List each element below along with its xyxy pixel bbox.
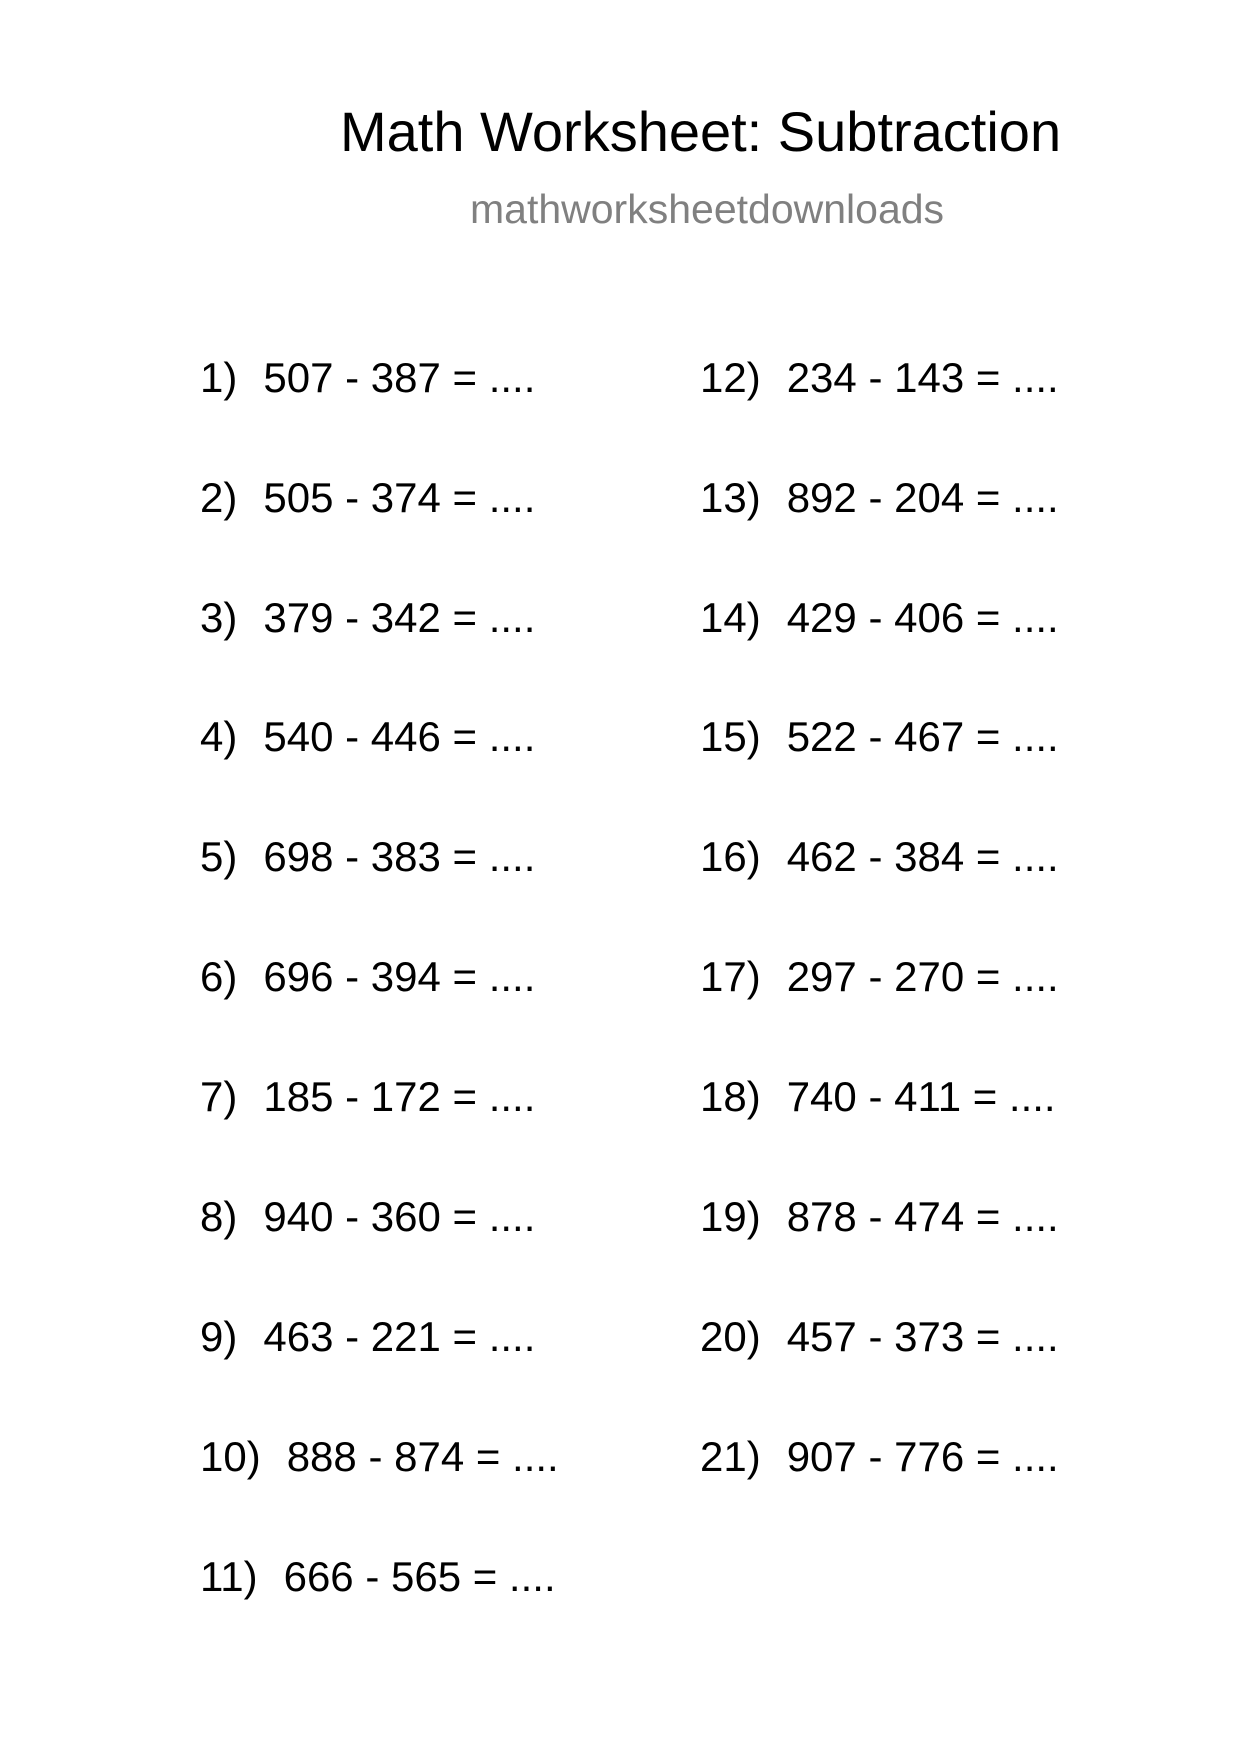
problem-expression: 698 - 383 = .... [263, 833, 536, 880]
problem-expression: 507 - 387 = .... [263, 354, 536, 401]
problem-expression: 379 - 342 = .... [263, 594, 536, 641]
problem-item [700, 472, 1059, 524]
problem-item [700, 592, 1059, 644]
problem-number: 4) [200, 713, 238, 760]
problem-expression: 297 - 270 = .... [786, 953, 1059, 1000]
problem-item [700, 831, 1059, 883]
problem-item [200, 592, 535, 644]
problem-item [200, 352, 535, 404]
problem-expression: 666 - 565 = .... [283, 1553, 556, 1600]
problem-number: 5) [200, 833, 238, 880]
problem-number: 20) [700, 1313, 761, 1360]
problem-item [700, 1311, 1059, 1363]
problem-expression: 522 - 467 = .... [786, 713, 1059, 760]
problem-expression: 740 - 411 = .... [786, 1073, 1056, 1120]
problem-item [200, 711, 535, 763]
problem-expression: 892 - 204 = .... [786, 474, 1059, 521]
problem-number: 13) [700, 474, 761, 521]
problem-number: 19) [700, 1193, 761, 1240]
problem-expression: 463 - 221 = .... [263, 1313, 536, 1360]
problem-number: 18) [700, 1073, 761, 1120]
problem-item [700, 711, 1059, 763]
problem-item [200, 1071, 535, 1123]
page-subtitle: mathworksheetdownloads [470, 186, 945, 232]
problem-number: 3) [200, 594, 238, 641]
problem-item [700, 1071, 1056, 1123]
problem-item [700, 951, 1059, 1003]
problem-number: 1) [200, 354, 238, 401]
problem-number: 8) [200, 1193, 238, 1240]
problem-expression: 429 - 406 = .... [786, 594, 1059, 641]
problem-number: 10) [200, 1433, 261, 1480]
problem-item [200, 1191, 535, 1243]
problem-item [200, 951, 535, 1003]
problem-item [200, 1431, 559, 1483]
problem-item [700, 1431, 1059, 1483]
problem-number: 7) [200, 1073, 238, 1120]
problem-expression: 462 - 384 = .... [786, 833, 1059, 880]
problem-expression: 696 - 394 = .... [263, 953, 536, 1000]
problem-number: 14) [700, 594, 761, 641]
problem-number: 9) [200, 1313, 238, 1360]
problem-item [200, 831, 535, 883]
problem-expression: 907 - 776 = .... [786, 1433, 1059, 1480]
problem-expression: 540 - 446 = .... [263, 713, 536, 760]
page-title: Math Worksheet: Subtraction [340, 100, 1062, 163]
problem-number: 12) [700, 354, 761, 401]
problem-number: 17) [700, 953, 761, 1000]
problem-number: 11) [200, 1553, 258, 1600]
problem-item [200, 472, 535, 524]
problem-expression: 878 - 474 = .... [786, 1193, 1059, 1240]
problem-expression: 888 - 874 = .... [286, 1433, 559, 1480]
problem-item [700, 352, 1059, 404]
problem-item [200, 1311, 535, 1363]
problem-expression: 940 - 360 = .... [263, 1193, 536, 1240]
problem-expression: 185 - 172 = .... [263, 1073, 536, 1120]
problem-number: 2) [200, 474, 238, 521]
problem-item [200, 1551, 556, 1603]
problem-item [700, 1191, 1059, 1243]
problem-number: 6) [200, 953, 238, 1000]
problem-number: 15) [700, 713, 761, 760]
problem-expression: 234 - 143 = .... [786, 354, 1059, 401]
problem-number: 16) [700, 833, 761, 880]
problem-number: 21) [700, 1433, 761, 1480]
problem-expression: 505 - 374 = .... [263, 474, 536, 521]
problem-expression: 457 - 373 = .... [786, 1313, 1059, 1360]
